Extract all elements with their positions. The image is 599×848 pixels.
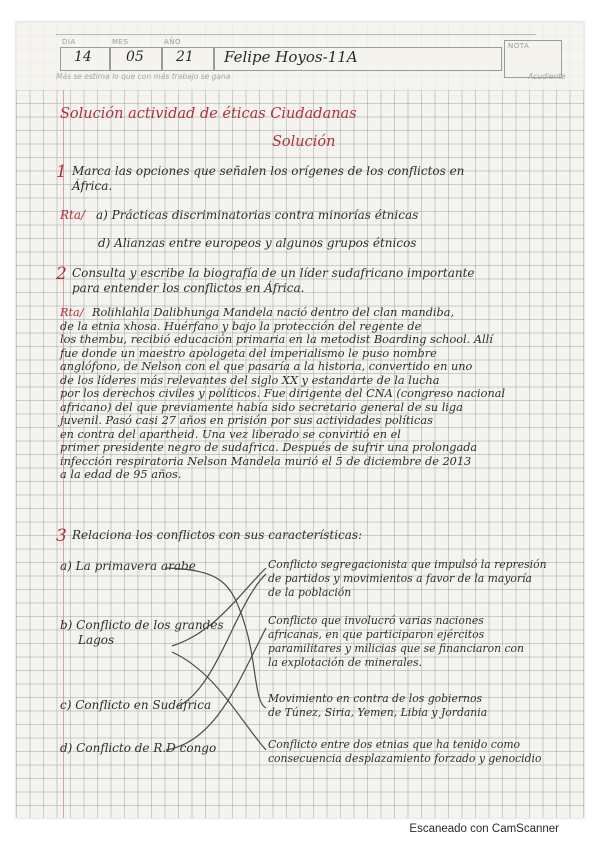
q2-text-line1: Consulta y escribe la biografía de un líder sudafricano importante	[72, 266, 475, 280]
month-value: 05	[126, 49, 144, 65]
q3-number: 3	[56, 526, 67, 546]
q3-right-2-line3: paramilitares y milicias que se financiaron con	[268, 642, 524, 655]
year-value: 21	[176, 49, 194, 65]
q3-right-3-line1: Movimiento en contra de los gobiernos	[268, 692, 483, 705]
q3-right-4-line2: consecuencia desplazamiento forzado y genocidio	[268, 752, 542, 765]
month-label: MES	[112, 38, 129, 46]
q3-left-b: b) Conflicto de los grandes	[60, 618, 224, 632]
motto-text: Más se estima lo que con más trabajo se gana	[56, 72, 231, 81]
q1-option-a: a) Prácticas discriminatorias contra minorías étnicas	[96, 208, 419, 222]
q3-left-a: a) La primavera arabe	[60, 559, 196, 573]
q1-option-d: d) Alianzas entre europeos y algunos grupos étnicos	[98, 236, 417, 250]
q3-right-3-line2: de Túnez, Siria, Yemen, Libia y Jordania	[268, 706, 488, 719]
mandela-biography: Rolihlahla Dalibhunga Mandela nació dentro del clan mandiba, de la etnia xhosa. Huérfano y bajo la protección del regente de los thembu, recibió educación primaria en la metodist Boarding school. Allí fue donde un maestro apologeta del imperialismo le puso nombre anglófono, de Nelson con el que pasaría a la historia, convertido en uno de los líderes más relevantes del siglo XX y estandarte de la lucha por los derechos civiles y políticos. Fue dirigente del CNA (congreso nacional africano) del que previamente había sido secretario general de su liga juvenil. Pasó casi 27 años en prisión por sus actividades políticas en contra del apartheid. Una vez liberado se convirtió en el primer presidente negro de sudafrica. Después de sufrir una prolongada infección respiratoria Nelson Mandela murió el 5 de diciembre de 2013 a la edad de 95 años.	[60, 306, 506, 481]
notebook-page	[16, 22, 584, 818]
q3-right-1-line3: de la población	[268, 586, 352, 599]
q2-number: 2	[56, 264, 67, 284]
q2-answer-label: Rta/	[60, 306, 84, 319]
q3-right-1-line2: de partidos y movimientos a favor de la mayoría	[268, 572, 532, 585]
q3-left-b-line2: Lagos	[78, 633, 115, 647]
page-title: Solución actividad de éticas Ciudadanas	[60, 106, 357, 122]
grade-label: NOTA	[508, 42, 530, 50]
match-line-c-1	[176, 574, 266, 707]
q3-right-2-line1: Conflicto que involucró varias naciones	[268, 614, 484, 627]
q3-right-2-line4: la explotación de minerales.	[268, 656, 423, 669]
q1-text-line2: África.	[72, 179, 113, 193]
q2-text-line2: para entender los conflictos en África.	[72, 281, 305, 295]
day-label: DIA	[62, 38, 76, 46]
year-label: AÑO	[164, 38, 182, 46]
signature-label: Acudiente	[528, 72, 566, 81]
q1-text-line1: Marca las opciones que señalen los orígenes de los conflictos en	[72, 164, 465, 178]
q3-left-c: c) Conflicto en Sudáfrica	[60, 698, 212, 712]
student-name: Felipe Hoyos-11A	[224, 48, 358, 66]
matching-lines	[16, 22, 584, 818]
q3-right-2-line2: africanas, en que participaron ejércitos	[268, 628, 485, 641]
q1-answer-label: Rta/	[60, 208, 86, 222]
q3-right-4-line1: Conflicto entre dos etnias que ha tenido como	[268, 738, 521, 751]
q3-left-d: d) Conflicto de R.D congo	[60, 741, 217, 755]
q3-right-1-line1: Conflicto segregacionista que impulsó la represión	[268, 558, 547, 571]
day-value: 14	[74, 49, 92, 65]
scanner-watermark: Escaneado con CamScanner	[409, 823, 559, 835]
q3-text: Relaciona los conflictos con sus características:	[72, 528, 363, 542]
q1-number: 1	[56, 162, 67, 182]
page-subtitle: Solución	[272, 134, 336, 150]
